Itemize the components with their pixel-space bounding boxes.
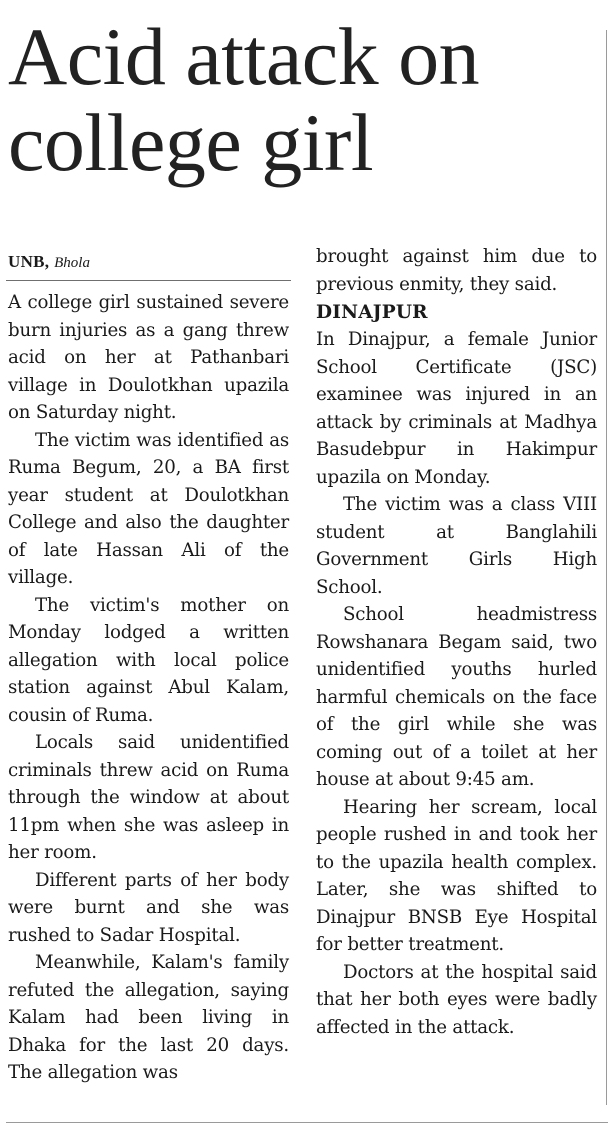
section-subhead: DINAJPUR <box>316 302 428 323</box>
paragraph: Doctors at the hospital said that her both eyes were badly affected in the attack. <box>316 961 597 1038</box>
headline <box>8 11 598 188</box>
byline-agency: UNB, <box>8 252 50 271</box>
column-rule-right <box>606 30 607 1105</box>
byline-divider <box>6 280 291 281</box>
headline-line-2: college girl <box>8 97 374 188</box>
bottom-divider <box>6 1122 608 1123</box>
byline-place: Bhola <box>54 255 90 271</box>
paragraph: Locals said unidentified criminals threw acid on Ruma through the window at about 11pm when she was asleep in her room. <box>8 732 289 863</box>
paragraph: Hearing her scream, local people rushed in and took her to the upazila health complex. Later, she was shifted to Dinajpur BNSB Eye Hospital for better treatment. <box>316 796 597 955</box>
byline <box>8 252 290 273</box>
paragraph: Meanwhile, Kalam's family refuted the allegation, saying Kalam had been living in Dhaka for the last 20 days. The allegation was <box>8 952 289 1083</box>
paragraph: In Dinajpur, a female Junior School Certificate (JSC) examinee was injured in an attack by criminals at Madhya Basudebpur in Hakimpur upazila on Monday. <box>316 329 597 488</box>
paragraph: A college girl sustained severe burn injuries as a gang threw acid on her at Pathanbari village in Doulotkhan upazila on Saturday night. <box>8 292 289 423</box>
paragraph: Different parts of her body were burnt and she was rushed to Sadar Hospital. <box>8 869 289 946</box>
paragraph: School headmistress Rowshanara Begam said, two unidentified youths hurled harmful chemicals on the face of the girl while she was coming out of a toilet at her house at about 9:45 am. <box>316 604 597 790</box>
headline-line-1: Acid attack on <box>8 11 480 102</box>
paragraph: The victim was a class VIII student at Banglahili Government Girls High School. <box>316 494 597 598</box>
article-column-left <box>8 289 289 1087</box>
paragraph: The victim's mother on Monday lodged a written allegation with local police station against Abul Kalam, cousin of Ruma. <box>8 594 289 726</box>
paragraph-continuation: brought against him due to previous enmity, they said. <box>316 246 597 295</box>
article-column-right <box>316 243 597 1041</box>
paragraph: The victim was identified as Ruma Begum, 20, a BA first year student at Doulotkhan College and also the daughter of late Hassan Ali of the village. <box>8 429 289 588</box>
